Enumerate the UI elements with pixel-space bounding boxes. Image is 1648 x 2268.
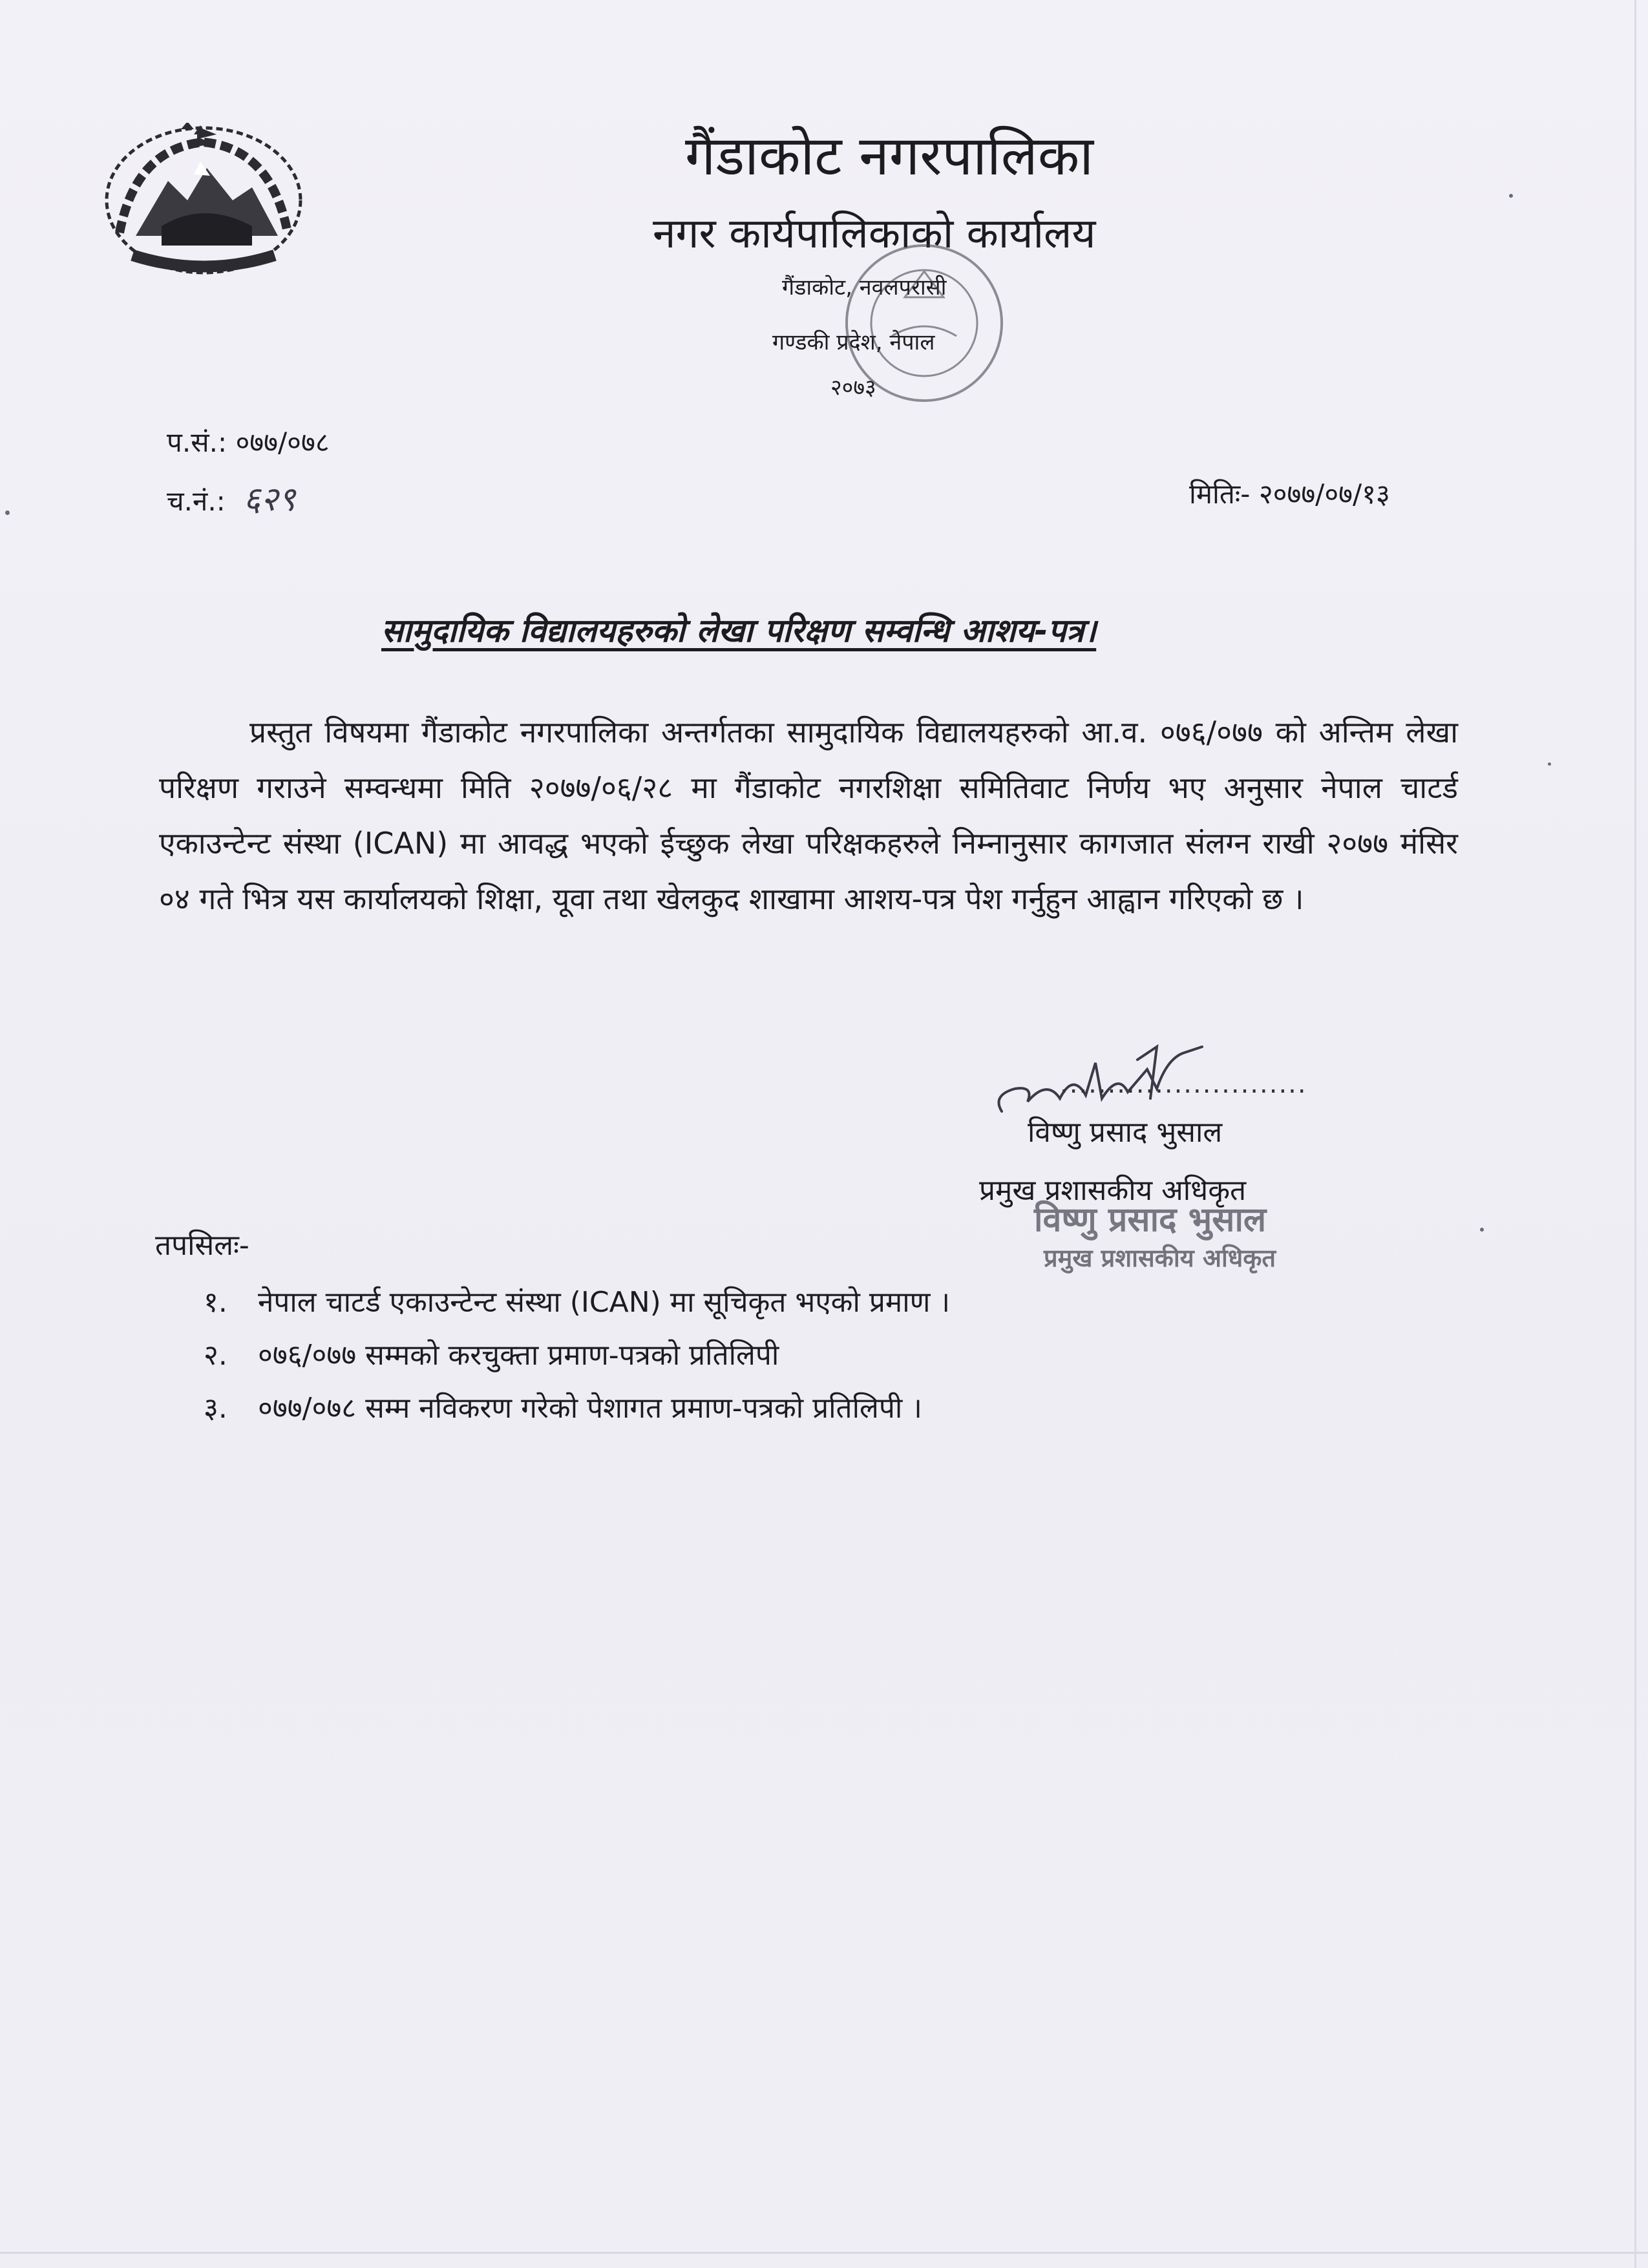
ps-label: प.सं.: — [167, 426, 227, 458]
date-value: २०७७/०७/१३ — [1258, 478, 1390, 510]
chalani-number — [167, 475, 295, 521]
scan-speck — [5, 510, 10, 515]
list-item-number: ३. — [204, 1392, 227, 1425]
list-item-text: ०७६/०७७ सम्मको करचुक्ता प्रमाण-पत्रको प्रतिलिपी — [258, 1339, 779, 1372]
signature-line: .......................... — [1060, 1069, 1307, 1099]
scan-speck — [1509, 194, 1513, 198]
signatory-name: विष्णु प्रसाद भुसाल — [1028, 1116, 1223, 1149]
title-stamp: प्रमुख प्रशासकीय अधिकृत — [1044, 1244, 1276, 1272]
list-item — [204, 1276, 950, 1329]
nepal-emblem-icon — [97, 123, 310, 284]
list-item-number: २. — [204, 1339, 227, 1372]
list-item-text: नेपाल चाटर्ड एकाउन्टेन्ट संस्था (ICAN) मा सूचिकृत भएको प्रमाण । — [258, 1286, 951, 1319]
list-item-text: ०७७/०७८ सम्म नविकरण गरेको पेशागत प्रमाण-पत्रको प्रतिलिपी । — [258, 1392, 922, 1425]
name-stamp: विष्णु प्रसाद भुसाल — [1034, 1201, 1267, 1239]
address-line-3: २०७३ — [830, 375, 876, 401]
paper-edge-bottom — [0, 2252, 1648, 2254]
list-item — [204, 1382, 950, 1435]
scan-speck — [1548, 762, 1551, 766]
ps-value: ०७७/०७८ — [235, 426, 330, 458]
letter-subject: सामुदायिक विद्यालयहरुको लेखा परिक्षण सम्वन्धि आशय-पत्र। — [381, 612, 1097, 649]
letter-date — [1189, 475, 1390, 512]
cn-value: ६२९ — [243, 480, 296, 519]
list-item-number: १. — [204, 1286, 227, 1319]
address-line-2: गण्डकी प्रदेश, नेपाल — [772, 330, 935, 355]
scan-speck — [1480, 1228, 1484, 1232]
address-line-1: गैंडाकोट, नवलपरासी — [782, 275, 947, 300]
attachments-list — [204, 1276, 950, 1435]
office-name: गैंडाकोट नगरपालिका — [685, 124, 1094, 187]
letter-body: प्रस्तुत विषयमा गैंडाकोट नगरपालिका अन्तर्गतका सामुदायिक विद्यालयहरुको आ.व. ०७६/०७७ को अन्तिम लेखा परिक्षण गराउने सम्वन्धमा मिति २०७७/०६/२८ मा गैंडाकोट नगरशिक्षा समितिवाट निर्णय भए अनुसार नेपाल चाटर्ड एकाउन्टेन्ट संस्था (ICAN) मा आवद्ध भएको ईच्छुक लेखा परिक्षकहरुले निम्नानुसार कागजात संलग्न राखी २०७७ मंसिर ०४ गते भित्र यस कार्यालयको शिक्षा, यूवा तथा खेलकुद शाखामा आशय-पत्र पेश गर्नुहुन आह्वान गरिएको छ । — [159, 715, 1458, 916]
cn-label: च.नं.: — [167, 485, 226, 517]
attachments-heading: तपसिलः- — [155, 1229, 249, 1262]
patra-sankhya — [167, 423, 330, 460]
office-seal-icon — [814, 226, 1034, 433]
signatory-title: प्रमुख प्रशासकीय अधिकृत — [979, 1174, 1247, 1207]
list-item — [204, 1329, 950, 1382]
paper-edge-right — [1634, 0, 1636, 2268]
office-subtitle: नगर कार्यपालिकाको कार्यालय — [653, 210, 1096, 258]
date-label: मितिः- — [1189, 478, 1251, 510]
